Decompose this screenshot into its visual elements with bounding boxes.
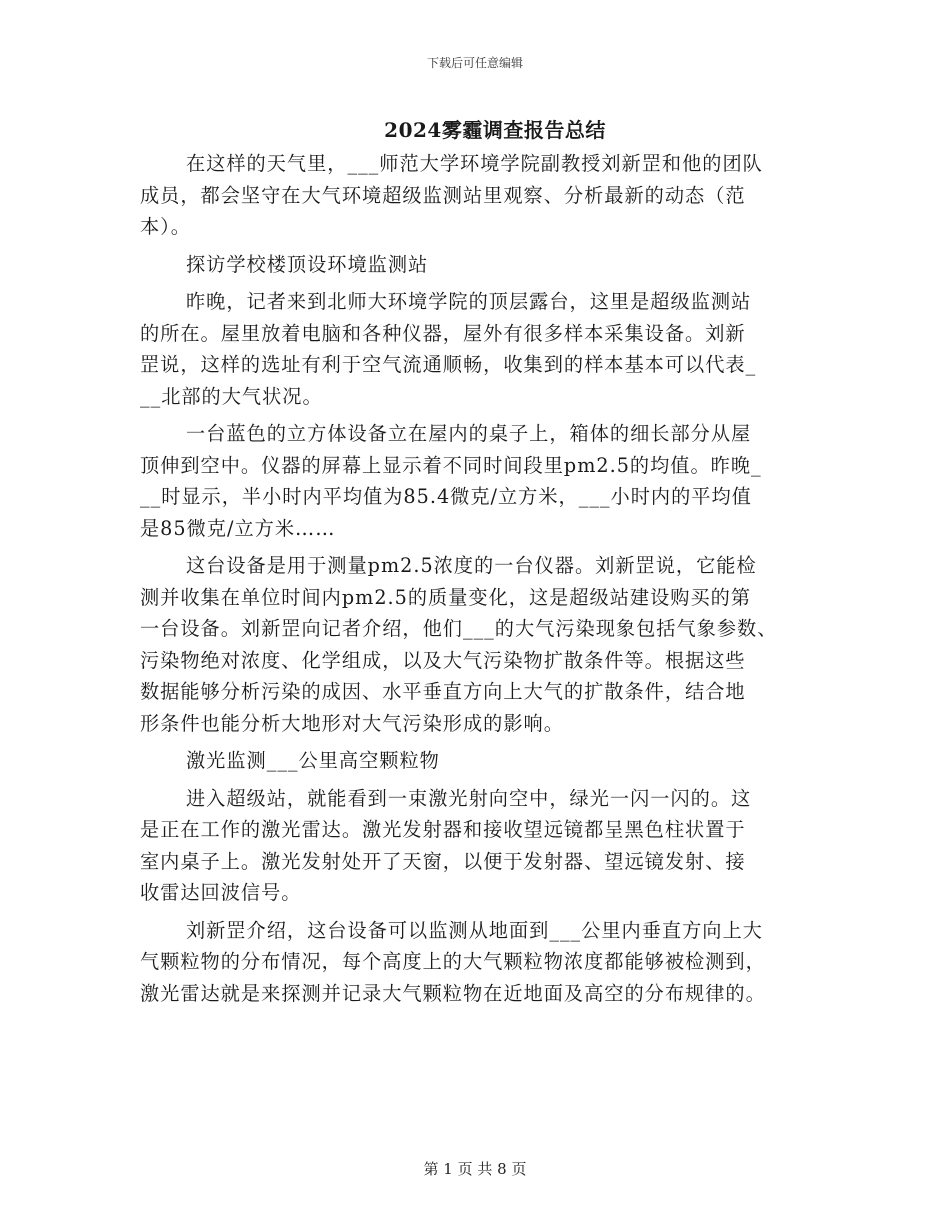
header-note: 下载后可任意编辑 (426, 56, 523, 70)
body-line: 污染物绝对浓度、化学组成，以及大气污染物扩散条件等。根据这些 (140, 648, 746, 672)
body-line: 室内桌子上。激光发射处开了天窗，以便于发射器、望远镜发射、接 (140, 849, 746, 873)
body-line: 气颗粒物的分布情况，每个高度上的大气颗粒物浓度都能够被检测到， (140, 950, 766, 973)
body-line: 昨晚，记者来到北师大环境学院的顶层露台，这里是超级监测站 (186, 290, 752, 313)
body-line: 成员，都会坚守在大气环境超级监测站里观察、分析最新的动态（范 (140, 183, 746, 207)
document-title: 2024雾霾调查报告总结 (384, 118, 606, 142)
body-line: 本）。 (140, 215, 191, 238)
body-line: 激光雷达就是来探测并记录大气颗粒物在近地面及高空的分布规律的。 (140, 981, 766, 1005)
body-line: __北部的大气状况。 (140, 384, 323, 408)
body-line: 形条件也能分析大地形对大气污染形成的影响。 (140, 711, 564, 735)
section-heading: 激光监测___公里高空颗粒物 (186, 749, 440, 772)
body-line: 顶伸到空中。仪器的屏幕上显示着不同时间段里pm2.5的均值。昨晚_ (140, 453, 762, 477)
body-line: 是85微克/立方米…… (140, 516, 336, 540)
body-line: __时显示，半小时内平均值为85.4微克/立方米，___小时内的平均值 (140, 485, 752, 508)
document-body (140, 148, 820, 1009)
body-line: 的所在。屋里放着电脑和各种仪器，屋外有很多样本采集设备。刘新 (140, 321, 746, 345)
section-heading: 探访学校楼顶设环境监测站 (186, 252, 429, 276)
body-line: 在这样的天气里，___师范大学环境学院副教授刘新罡和他的团队 (186, 152, 763, 175)
body-line: 一台设备。刘新罡向记者介绍，他们___的大气污染现象包括气象参数、 (140, 617, 778, 640)
body-line: 是正在工作的激光雷达。激光发射器和接收望远镜都呈黑色柱状置于 (140, 818, 746, 841)
body-line: 数据能够分析污染的成因、水平垂直方向上大气的扩散条件，结合地 (140, 680, 746, 703)
body-line: 刘新罡介绍，这台设备可以监测从地面到___公里内垂直方向上大 (186, 918, 763, 942)
body-line: 测并收集在单位时间内pm2.5的质量变化，这是超级站建设购买的第 (140, 585, 752, 609)
body-line: 收雷达回波信号。 (140, 881, 302, 904)
body-line: 一台蓝色的立方体设备立在屋内的桌子上，箱体的细长部分从屋 (186, 422, 752, 445)
body-line: 罡说，这样的选址有利于空气流通顺畅，收集到的样本基本可以代表_ (140, 353, 757, 376)
body-line: 进入超级站，就能看到一束激光射向空中，绿光一闪一闪的。这 (186, 786, 752, 810)
body-line: 这台设备是用于测量pm2.5浓度的一台仪器。刘新罡说，它能检 (186, 554, 757, 577)
page-number: 第 1 页 共 8 页 (423, 1160, 527, 1178)
